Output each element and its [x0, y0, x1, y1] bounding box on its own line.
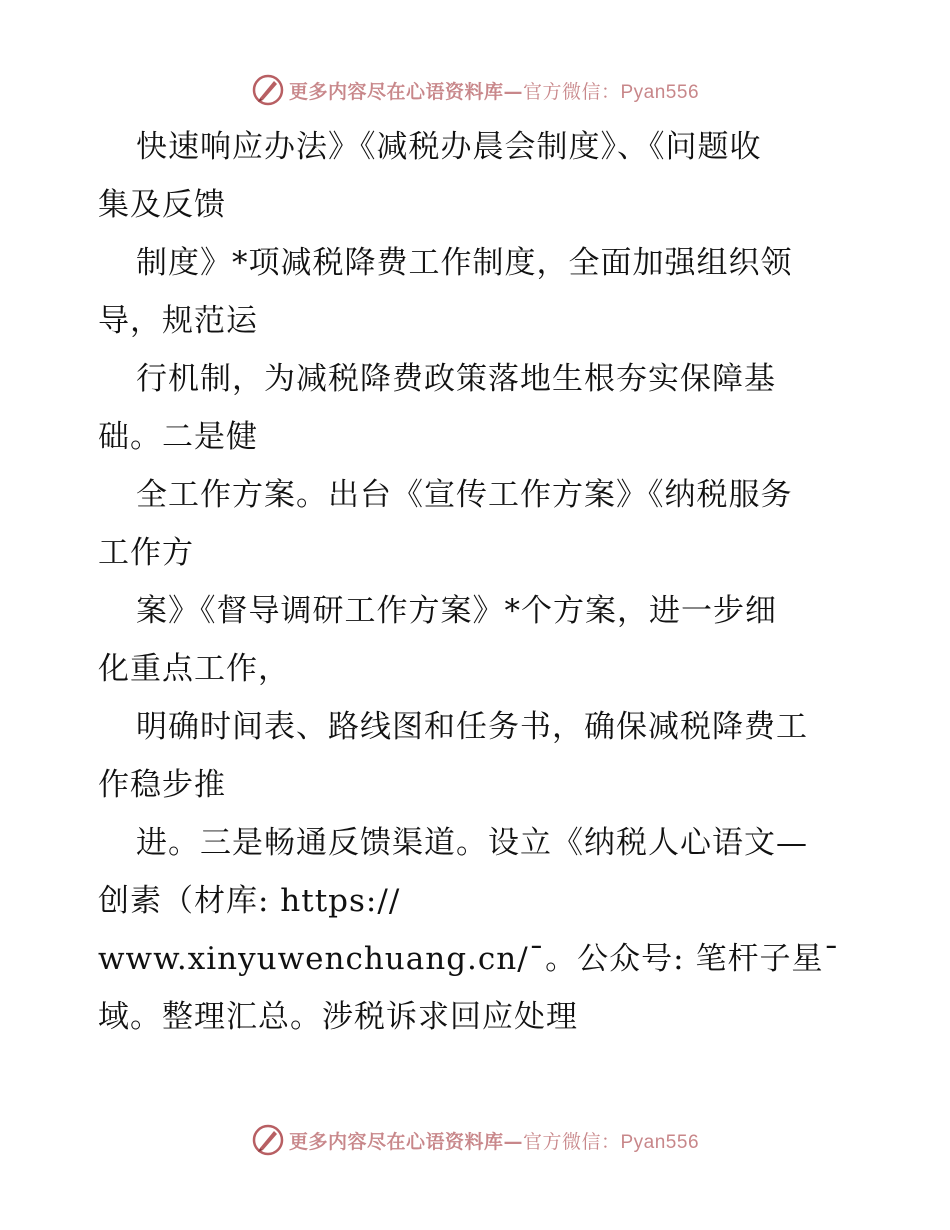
body-line: 工作方 [98, 535, 194, 571]
watermark-text [289, 1127, 699, 1154]
body-line: 化重点工作， [98, 651, 290, 687]
body-line: 案》《督导调研工作方案》*个方案，进一步细 [136, 593, 777, 629]
footer-watermark-banner [0, 1120, 950, 1160]
watermark-wechat: 官方微信：Pyan556 [523, 81, 700, 103]
body-line: 进。三是畅通反馈渠道。设立《纳税人心语文— [136, 825, 808, 861]
body-line: 导，规范运 [98, 303, 258, 339]
document-body [98, 118, 898, 1046]
watermark-text [289, 77, 699, 104]
quill-seal-icon [251, 73, 285, 107]
header-watermark-banner [0, 70, 950, 110]
body-line: 行机制，为减税降费政策落地生根夯实保障基 [136, 361, 776, 397]
watermark-wechat: 官方微信：Pyan556 [523, 1131, 700, 1153]
body-line: 快速响应办法》《减税办晨会制度》、《问题收 [136, 129, 762, 165]
body-line: 创素（材库: https:// [98, 883, 401, 919]
body-line: 明确时间表、路线图和任务书，确保减税降费工 [136, 709, 808, 745]
body-line: 制度》*项减税降费工作制度，全面加强组织领 [136, 245, 793, 281]
quill-seal-icon [251, 1123, 285, 1157]
body-line: www.xinyuwenchuang.cn/¯。公众号: 笔杆子星¯ [98, 941, 840, 977]
body-line: 集及反馈 [98, 187, 226, 223]
body-line: 全工作方案。出台《宣传工作方案》《纳税服务 [136, 477, 793, 513]
watermark-dash: — [503, 1130, 523, 1153]
body-line: 作稳步推 [98, 767, 226, 803]
body-line: 域。整理汇总。涉税诉求回应处理 [98, 999, 578, 1035]
body-line: 础。二是健 [98, 419, 258, 455]
watermark-main: 更多内容尽在心语资料库 [288, 80, 504, 103]
watermark-dash: — [503, 80, 523, 103]
watermark-main: 更多内容尽在心语资料库 [288, 1130, 504, 1153]
